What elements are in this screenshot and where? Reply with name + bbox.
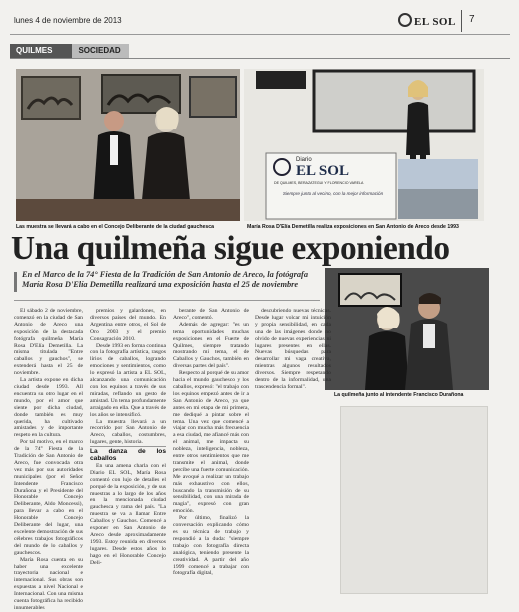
paragraph: Por último, finalizó la conversación explicando cómo es su técnica de trabajo y respondió a la duda: "siempre trabajo con fotografía directa analógica, teniendo presente la creatividad. A partir del año 1999 comencé a trabajar con fotografía digital, [173, 515, 249, 577]
paragraph: La artista expone en dicha ciudad desde 1993. All encuentra su otro lugar en el mundo, por el amor que siente por dicha ciudad, donde también es muy querida, ha cultivado amistades y de importante respeto en la cultura. [14, 377, 83, 439]
paragraph: En una amena charla con el Diario EL SOL, María Rosa comentó con lujo de detalles el porqué de la exposición, y de sus muestras a lo largo de los años en la mencionada ciudad gauchesca y rama del país. "La muestra se va a llamar Entre Caballos y Gauchos. Comencé a exponer en San Antonio de Areco desde aproximadamente 1993. Estoy reunida en diversos lugares. Desde estos años lo hago en el Honorable Concejo Deli- [90, 462, 166, 566]
section-primary: QUILMES [10, 44, 72, 58]
photo-with-mayor [325, 268, 489, 390]
body-column-2 [90, 308, 166, 567]
issue-date: lunes 4 de noviembre de 2013 [14, 16, 122, 25]
paragraph: premios y galardones, en diversos países del mundo. En Argentina entre otros, el Sol de Oro 2003 y el premio Consagración 2010. [90, 308, 166, 342]
photo-caption: Las muestra se llevará a cabo en el Concejo Deliberante de la ciudad gauchesca [16, 224, 215, 230]
header-divider [461, 10, 462, 32]
subheading: La danza de los caballos [90, 448, 166, 463]
sun-icon [398, 13, 412, 27]
paragraph: María Rosa cuenta en su haber una excelente trayectoria nacional e internacional. Sus obras son expuestas a nivel Nacional e Internacional. Con una misma cuenta fotográfica ha recibido innumerables [14, 556, 83, 611]
paragraph: descubriendo nuevas técnicas. Desde lugar volcar mi intuición y propia sensibilidad, en cada una de las imágenes donde no olvido de nuevas experiencias ni lugares presentes en ellas. Nuevas búsquedas para desarrollar mi vaga creativa, mientras algunos resultados diversos. Siempre respetando dentro de la informalidad, una trascendencia formal". [255, 308, 331, 390]
newspaper-logo [398, 13, 456, 28]
blank-ad-space [340, 406, 488, 594]
paragraph: berante de San Antonio de Areco", comentó. [173, 308, 249, 321]
body-column-4 [255, 308, 331, 391]
section-rule [10, 58, 510, 59]
paragraph: Además de agregar: "es un tema oportunidades muchas exposiciones en el Fuerte de Quilmes, siempre tratando mostrando mi tema, el de Caballos y Gauchos, también en diversas partes del país". [173, 321, 249, 370]
paragraph: Respecto al porqué de su amor hacia el mundo gauchesco y los caballos, expresó: "el trabajo con los equinos empezó antes de ir a San Antonio de Areco, ya que antes en mi etapa de mi primera, me dediqué a pintar sobre el tema. Una vez que comencé a viajar con mucha más frecuencia a esa ciudad, me afiancé más con el animal, me impacta su nobleza, inteligencia, nobleza, entre otros sentimientos que me transmite el animal, donde percibe una fuerte comunicación. Me avoqué a realizar un trabajo más exhaustivo con ellos, buscando la transmisión de su sensibilidad, con una mirada de magia", expresó con gran emoción. [173, 370, 249, 515]
logo-text: EL SOL [414, 16, 456, 28]
photo-woman-with-banner [244, 69, 484, 221]
paragraph: El sábado 2 de noviembre, comenzó en la ciudad de San Antonio de Areco una exposición de la destacada fotógrafa quilmeña María Rosa D'Elía Demetilla. La misma titulada "Entre caballos y gauchos", se extenderá hasta el 25 de noviembre. [14, 308, 83, 377]
banner-el-sol: EL SOL [296, 163, 349, 179]
paragraph: Por tal motivo, en el marco de la 74° Fiesta de la Tradición de San Antonio de Areco, fue convocada otra vez más por sus autoridades municipales (por el Señor Intendente Francisco Durañona y el Presidente del Honorable Concejo Deliberante, Aldo Moncessi), para llevar a cabo en el Honorable Concejo Deliberante del lugar, una excelente demostración de sus célebres trabajos fotográficos del mundo de lo caballos y gauchescos. [14, 439, 84, 556]
photo-caption: La quilmeña junto al intendente Francisco Durañona [334, 392, 464, 398]
deck-rule [14, 300, 320, 301]
section-secondary: SOCIEDAD [72, 44, 128, 58]
body-column-1 [14, 308, 83, 612]
photo-couple-with-horse-paintings [16, 69, 240, 221]
deck: En el Marco de la 74° Fiesta de la Tradición de San Antonio de Areco, la fotógrafa María Rosa D'Elía Demetilla realizará una exposición hasta el 25 de noviembre [22, 270, 309, 289]
banner-tagline: Siempre junto al vecino, con la mejor información [282, 191, 384, 196]
banner-region: DE QUILMES, BERAZATEGUI Y FLORENCIO VARELA [274, 181, 364, 185]
photo-caption: María Rosa D'Elía Demetilla realiza exposiciones en San Antonio de Areco desde 1993 [247, 224, 459, 230]
headline: Una quilmeña sigue exponiendo [11, 230, 450, 267]
banner-diario: Diario [296, 157, 312, 163]
body-column-3 [173, 308, 249, 577]
paragraph: La muestra llevará a un recorrido por San Antonio de Areco, caballos, costumbres, lugares, gente, historia. [90, 418, 166, 446]
paragraph: Desde 1993 en forma continua con la fotografía artística, rasgos lírios de caballos, logrando emociones y sentimientos, como lo expresó la artista a EL SOL, alcanzando una comunicación con los equinos a través de sus miradas, reflando un gesto de amistad. Un tema profundamente arraigado en ella. Que a través de los años se intensificó. [90, 342, 166, 418]
deck-marker [14, 272, 17, 292]
section-tabs [10, 44, 129, 58]
page-number: 7 [469, 14, 475, 25]
top-rule [10, 34, 510, 35]
